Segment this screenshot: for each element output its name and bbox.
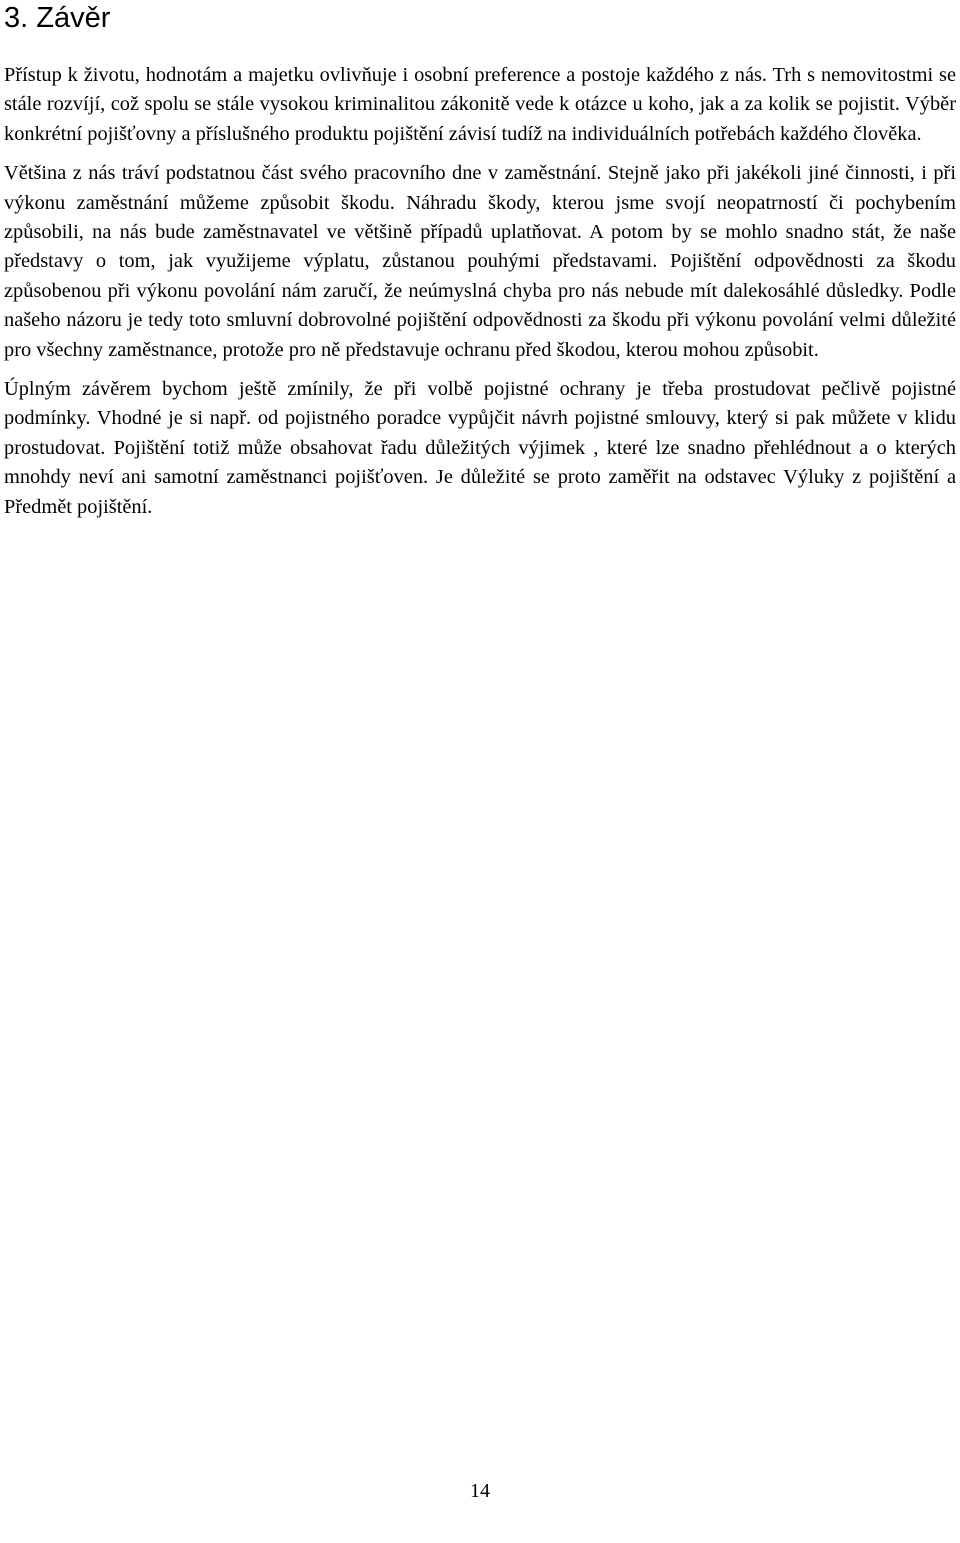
- paragraph-intro: Přístup k životu, hodnotám a majetku ovlivňuje i osobní preference a postoje každého z nás. Trh s nemovitostmi se stále rozvíjí, což spolu se stále vysokou kriminalitou zákonitě vede k otázce u koho, jak a za kolik se pojistit. Výběr konkrétní pojišťovny a příslušného produktu pojištění závisí tudíž na individuálních potřebách každého člověka.: [4, 64, 956, 145]
- body-text: [4, 61, 956, 522]
- page-number: 14: [470, 1480, 490, 1502]
- paragraph-liability: Většina z nás tráví podstatnou část svého pracovního dne v zaměstnání. Stejně jako při jakékoli jiné činnosti, i při výkonu zaměstnání můžeme způsobit škodu. Náhradu škody, kterou jsme svojí neopatrností či pochybením způsobili, na nás bude zaměstnavatel ve většině případů uplatňovat. A potom by se mohlo snadno stát, že naše představy o tom, jak využijeme výplatu, zůstanou pouhými představami. Pojištění odpovědnosti za škodu způsobenou při výkonu povolání nám zaručí, že neúmyslná chyba pro nás nebude mít dalekosáhlé důsledky. Podle našeho názoru je tedy toto smluvní dobrovolné pojištění odpovědnosti za škodu při výkonu povolání velmi důležité pro všechny zaměstnance, protože pro ně představuje ochranu před škodou, kterou mohou způsobit.: [4, 162, 956, 361]
- paragraph-conclusion: Úplným závěrem bychom ještě zmínily, že při volbě pojistné ochrany je třeba prostudovat pečlivě pojistné podmínky. Vhodné je si např. od pojistného poradce vypůjčit návrh pojistné smlouvy, který si pak můžete v klidu prostudovat. Pojištění totiž může obsahovat řadu důležitých výjimek , které lze snadno přehlédnout a o kterých mnohdy neví ani samotní zaměstnanci pojišťoven. Je důležité se proto zaměřit na odstavec Výluky z pojištění a Předmět pojištění.: [4, 378, 956, 518]
- section-heading: 3. Závěr: [4, 2, 111, 34]
